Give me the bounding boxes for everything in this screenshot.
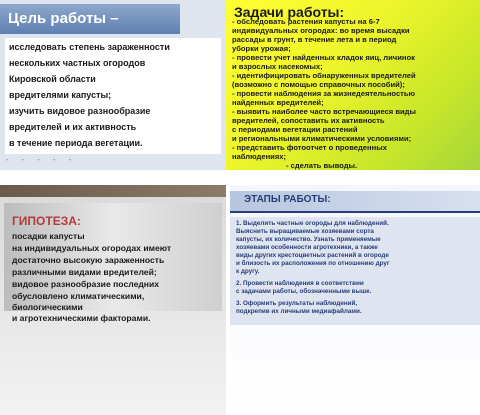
hypothesis-slide bbox=[0, 185, 226, 415]
tasks-line: - идентифицировать обнаруженных вредителей bbox=[232, 71, 416, 80]
tasks-line: вредителей, сопоставить их активность bbox=[232, 116, 385, 125]
goal-slide bbox=[0, 0, 226, 170]
goal-line: изучить видовое разнообразие bbox=[9, 106, 151, 116]
stages-slide bbox=[230, 185, 480, 415]
goal-line: Кировской области bbox=[9, 74, 96, 84]
hypothesis-line: видовое разнообразие последних bbox=[12, 279, 160, 289]
stages-line: капусты, их количество. Узнать применяемые bbox=[236, 236, 381, 243]
tasks-line: - провести наблюдения за жизнедеятельностью bbox=[232, 89, 416, 98]
tasks-line: найденных вредителей; bbox=[232, 98, 324, 107]
stages-content bbox=[230, 217, 480, 325]
decorative-dots: • • • • • bbox=[6, 158, 78, 164]
stages-line: 3. Оформить результаты наблюдений, bbox=[236, 300, 358, 307]
hypothesis-line: обусловлено климатическими, bbox=[12, 291, 145, 301]
tasks-line: - сделать выводы. bbox=[286, 161, 358, 170]
tasks-line: уборки урожая; bbox=[232, 44, 291, 53]
hypothesis-line: различными видами вредителей; bbox=[12, 267, 157, 277]
tasks-line: наблюдениях; bbox=[232, 152, 287, 161]
goal-line: нескольких частных огородов bbox=[9, 58, 146, 68]
tasks-slide bbox=[226, 0, 480, 170]
stages-line: с задачами работы, обозначенными выше. bbox=[236, 288, 372, 295]
stages-line: подкрепив их личными медиафайлами. bbox=[236, 308, 362, 315]
tasks-line: индивидуальных огородах: во время высадки bbox=[232, 26, 410, 35]
tasks-line: (возможно с помощью справочных пособий); bbox=[232, 80, 405, 89]
goal-line: исследовать степень зараженности bbox=[9, 42, 170, 52]
stages-title-band bbox=[230, 191, 480, 213]
tasks-line: и региональными климатическими условиями; bbox=[232, 134, 412, 143]
stages-line: 2. Провести наблюдения в соответствии bbox=[236, 280, 364, 287]
goal-body bbox=[5, 38, 221, 154]
goal-title: Цель работы – bbox=[0, 4, 180, 34]
hypothesis-line: и агротехническими факторами. bbox=[12, 313, 151, 323]
hypothesis-line: достаточно высокую зараженность bbox=[12, 255, 165, 265]
tasks-line: с периодами вегетации растений bbox=[232, 125, 358, 134]
tasks-line: - выявить наиболее часто встречающиеся виды bbox=[232, 107, 416, 116]
decorative-band bbox=[0, 185, 226, 197]
stages-title: ЭТАПЫ РАБОТЫ: bbox=[244, 194, 331, 205]
goal-line: вредителей и их активность bbox=[9, 122, 137, 132]
stages-line: и близость их расположения по отношению друг bbox=[236, 260, 390, 267]
tasks-line: - провести учет найденных кладок яиц, личинок bbox=[232, 53, 415, 62]
hypothesis-line: посадки капусты bbox=[12, 231, 85, 241]
stages-line: Выяснить выращиваемые хозяевами сорта bbox=[236, 228, 374, 235]
stages-line: 1. Выделить частные огороды для наблюдений. bbox=[236, 220, 389, 227]
tasks-line: и взрослых насекомых; bbox=[232, 62, 323, 71]
hypothesis-title: ГИПОТЕЗА: bbox=[12, 214, 81, 228]
stages-line: виды других крестоцветных растений в огороде bbox=[236, 252, 389, 259]
hypothesis-line: на индивидуальных огородах имеют bbox=[12, 243, 172, 253]
hypothesis-line: биологическими bbox=[12, 302, 83, 312]
tasks-line: - представить фотоотчет о проведенных bbox=[232, 143, 387, 152]
tasks-line: - обследовать растения капусты на 6-7 bbox=[232, 17, 380, 26]
tasks-title: Задачи работы: bbox=[234, 4, 345, 20]
stages-line: к другу. bbox=[236, 268, 260, 275]
tasks-line: рассады в грунт, в течение лета и в период bbox=[232, 35, 397, 44]
stages-line: хозяевами особенности агротехники, а также bbox=[236, 244, 378, 251]
goal-line: вредителями капусты; bbox=[9, 90, 112, 100]
goal-line: в течение периода вегетации. bbox=[9, 138, 143, 148]
